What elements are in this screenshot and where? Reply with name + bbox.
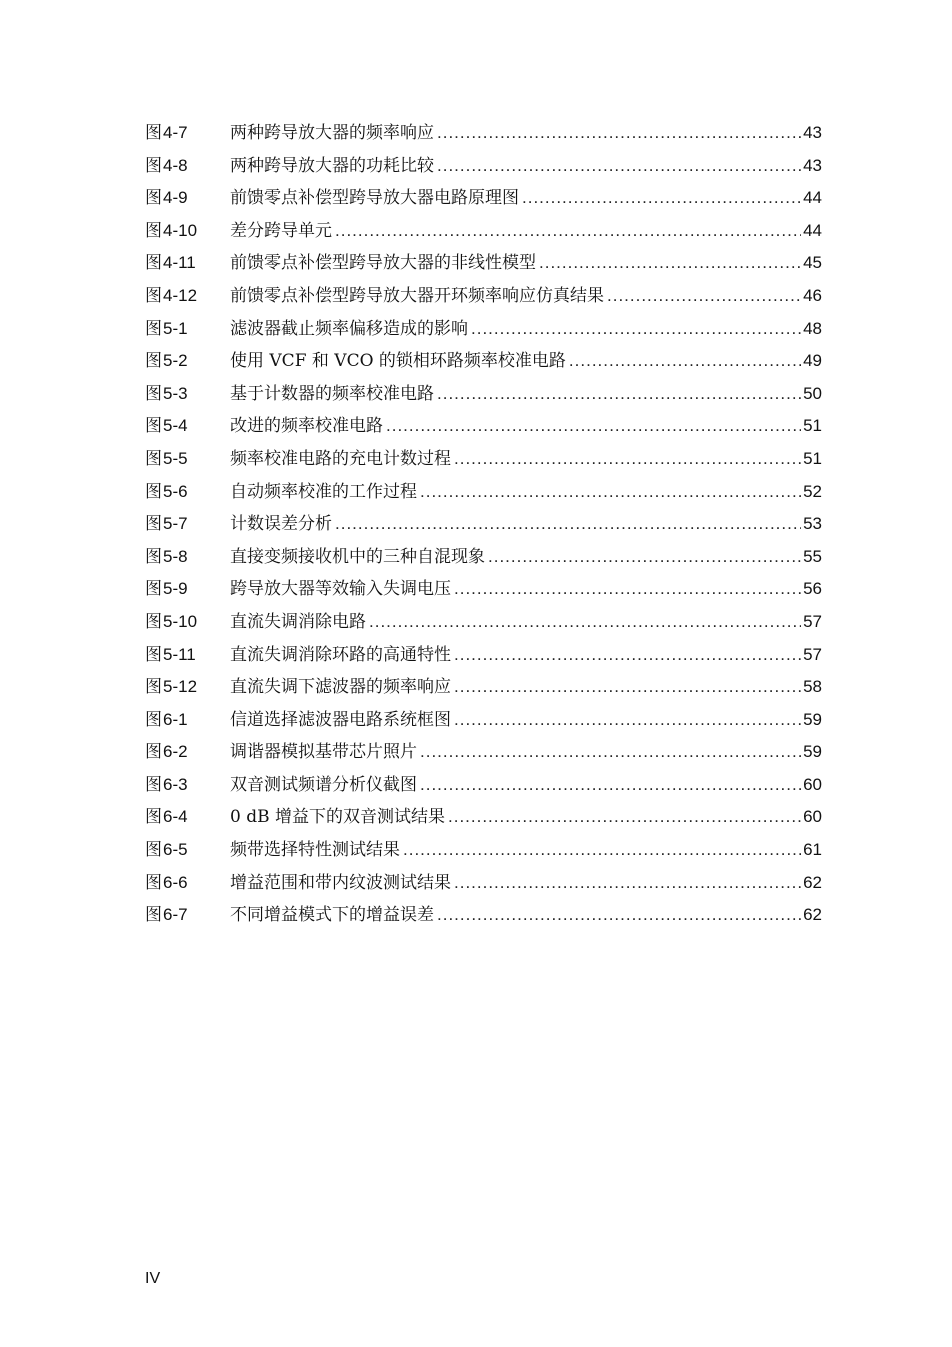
figure-list-item[interactable]: [145, 639, 822, 672]
figure-title: 前馈零点补偿型跨导放大器开环频率响应仿真结果: [230, 285, 604, 306]
figure-list-item[interactable]: [145, 834, 822, 867]
figure-page-number: 52: [803, 481, 822, 501]
figure-page-number: 44: [803, 220, 822, 240]
figure-number: 5-4: [163, 416, 188, 436]
figure-page-number: 46: [803, 285, 822, 305]
figure-list-item[interactable]: [145, 378, 822, 411]
figure-list-item[interactable]: [145, 736, 822, 769]
figure-title: 前馈零点补偿型跨导放大器电路原理图: [230, 188, 519, 209]
figure-number: 6-6: [163, 872, 188, 892]
figure-page-number: 62: [803, 872, 822, 892]
figure-number: 6-2: [163, 742, 188, 762]
figure-list-item[interactable]: [145, 443, 822, 476]
figure-prefix: 图: [145, 514, 162, 535]
figure-title: 频带选择特性测试结果: [230, 840, 400, 861]
figure-title: 双音测试频谱分析仪截图: [230, 774, 417, 795]
figure-number: 5-11: [163, 644, 196, 664]
figure-number: 4-8: [163, 155, 188, 175]
dot-leader: [437, 117, 801, 150]
figure-prefix: 图: [145, 709, 162, 730]
figure-number: 5-10: [163, 611, 198, 631]
figure-page-number: 57: [803, 611, 822, 631]
dot-leader: [454, 867, 801, 900]
figure-page-number: 49: [803, 351, 822, 371]
figure-prefix: 图: [145, 253, 162, 274]
figure-list-item[interactable]: [145, 247, 822, 280]
figure-number: 4-11: [163, 253, 196, 273]
figure-number: 5-7: [163, 514, 188, 534]
figure-list-item[interactable]: [145, 117, 822, 150]
figure-title: 改进的频率校准电路: [230, 416, 383, 437]
figure-title: 直流失调消除电路: [230, 611, 366, 632]
figure-list-item[interactable]: [145, 704, 822, 737]
figure-title: 自动频率校准的工作过程: [230, 481, 417, 502]
dot-leader: [454, 704, 801, 737]
figure-number: 6-4: [163, 807, 188, 827]
dot-leader: [522, 182, 801, 215]
figure-list-item[interactable]: [145, 769, 822, 802]
figure-title: 使用 VCF 和 VCO 的锁相环路频率校准电路: [230, 351, 566, 372]
figure-prefix: 图: [145, 905, 162, 926]
figure-number: 6-3: [163, 774, 188, 794]
figure-number: 4-9: [163, 188, 188, 208]
figure-prefix: 图: [145, 481, 162, 502]
figure-prefix: 图: [145, 448, 162, 469]
figure-prefix: 图: [145, 155, 162, 176]
figure-title: 不同增益模式下的增益误差: [230, 905, 434, 926]
dot-leader: [437, 899, 801, 932]
figure-list: [145, 117, 822, 932]
figure-page-number: 44: [803, 188, 822, 208]
figure-page-number: 58: [803, 677, 822, 697]
figure-number: 6-1: [163, 709, 188, 729]
dot-leader: [335, 215, 801, 248]
figure-prefix: 图: [145, 840, 162, 861]
figure-prefix: 图: [145, 611, 162, 632]
figure-list-item[interactable]: [145, 867, 822, 900]
dot-leader: [454, 573, 801, 606]
figure-title: 计数误差分析: [230, 514, 332, 535]
dot-leader: [420, 736, 801, 769]
figure-number: 5-12: [163, 677, 198, 697]
dot-leader: [437, 150, 801, 183]
figure-prefix: 图: [145, 383, 162, 404]
figure-list-item[interactable]: [145, 182, 822, 215]
figure-list-item[interactable]: [145, 215, 822, 248]
figure-prefix: 图: [145, 872, 162, 893]
figure-prefix: 图: [145, 546, 162, 567]
figure-page-number: 43: [803, 155, 822, 175]
figure-prefix: 图: [145, 644, 162, 665]
dot-leader: [437, 378, 801, 411]
dot-leader: [420, 769, 801, 802]
figure-prefix: 图: [145, 774, 162, 795]
figure-page-number: 55: [803, 546, 822, 566]
figure-title: 两种跨导放大器的功耗比较: [230, 155, 434, 176]
figure-list-item[interactable]: [145, 508, 822, 541]
figure-page-number: 60: [803, 807, 822, 827]
dot-leader: [369, 606, 801, 639]
figure-page-number: 43: [803, 123, 822, 142]
figure-number: 5-8: [163, 546, 188, 566]
figure-prefix: 图: [145, 351, 162, 372]
dot-leader: [420, 476, 801, 509]
figure-number: 6-5: [163, 840, 188, 860]
dot-leader: [454, 639, 801, 672]
figure-page-number: 56: [803, 579, 822, 599]
figure-prefix: 图: [145, 285, 162, 306]
figure-list-item[interactable]: [145, 573, 822, 606]
figure-page-number: 51: [803, 416, 822, 436]
figure-number: 4-7: [163, 123, 188, 142]
figure-number: 4-12: [163, 285, 198, 305]
figure-prefix: 图: [145, 416, 162, 437]
figure-number: 6-7: [163, 905, 188, 925]
figure-list-item[interactable]: [145, 899, 822, 932]
figure-list-item[interactable]: [145, 313, 822, 346]
figure-number: 5-9: [163, 579, 188, 599]
figure-prefix: 图: [145, 579, 162, 600]
dot-leader: [569, 345, 801, 378]
dot-leader: [607, 280, 801, 313]
figure-title: 信道选择滤波器电路系统框图: [230, 709, 451, 730]
figure-page-number: 60: [803, 774, 822, 794]
figure-prefix: 图: [145, 318, 162, 339]
figure-page-number: 53: [803, 514, 822, 534]
figure-title: 0 dB 增益下的双音测试结果: [230, 807, 445, 828]
figure-list-item[interactable]: [145, 150, 822, 183]
page-number: IV: [145, 1270, 161, 1287]
figure-prefix: 图: [145, 220, 162, 241]
figure-page-number: 62: [803, 905, 822, 925]
figure-title: 频率校准电路的充电计数过程: [230, 448, 451, 469]
figure-list-item[interactable]: [145, 345, 822, 378]
dot-leader: [403, 834, 801, 867]
figure-prefix: 图: [145, 677, 162, 698]
figure-list-item[interactable]: [145, 476, 822, 509]
figure-list-item[interactable]: [145, 541, 822, 574]
figure-title: 滤波器截止频率偏移造成的影响: [230, 318, 468, 339]
figure-page-number: 50: [803, 383, 822, 403]
figure-title: 直接变频接收机中的三种自混现象: [230, 546, 485, 567]
figure-page-number: 57: [803, 644, 822, 664]
figure-number: 5-5: [163, 448, 188, 468]
figure-list-item[interactable]: [145, 801, 822, 834]
figure-title: 调谐器模拟基带芯片照片: [230, 742, 417, 763]
figure-title: 差分跨导单元: [230, 220, 332, 241]
figure-prefix: 图: [145, 807, 162, 828]
dot-leader: [471, 313, 801, 346]
figure-page-number: 51: [803, 448, 822, 468]
dot-leader: [386, 410, 801, 443]
figure-title: 直流失调下滤波器的频率响应: [230, 677, 451, 698]
dot-leader: [539, 247, 801, 280]
figure-page-number: 59: [803, 742, 822, 762]
figure-list-item[interactable]: [145, 280, 822, 313]
figure-page-number: 45: [803, 253, 822, 273]
dot-leader: [448, 801, 801, 834]
dot-leader: [454, 671, 801, 704]
dot-leader: [335, 508, 801, 541]
figure-title: 前馈零点补偿型跨导放大器的非线性模型: [230, 253, 536, 274]
figure-prefix: 图: [145, 742, 162, 763]
figure-title: 基于计数器的频率校准电路: [230, 383, 434, 404]
dot-leader: [454, 443, 801, 476]
figure-page-number: 59: [803, 709, 822, 729]
figure-title: 两种跨导放大器的频率响应: [230, 123, 434, 143]
dot-leader: [488, 541, 801, 574]
figure-number: 4-10: [163, 220, 198, 240]
figure-number: 5-6: [163, 481, 188, 501]
figure-prefix: 图: [145, 188, 162, 209]
figure-page-number: 48: [803, 318, 822, 338]
figure-page-number: 61: [803, 840, 822, 860]
figure-prefix: 图: [145, 123, 162, 143]
figure-number: 5-2: [163, 351, 188, 371]
figure-number: 5-3: [163, 383, 188, 403]
figure-number: 5-1: [163, 318, 188, 338]
figure-title: 跨导放大器等效输入失调电压: [230, 579, 451, 600]
figure-list-item[interactable]: [145, 671, 822, 704]
figure-list-item[interactable]: [145, 410, 822, 443]
figure-title: 增益范围和带内纹波测试结果: [230, 872, 451, 893]
figure-list-item[interactable]: [145, 606, 822, 639]
figure-title: 直流失调消除环路的高通特性: [230, 644, 451, 665]
